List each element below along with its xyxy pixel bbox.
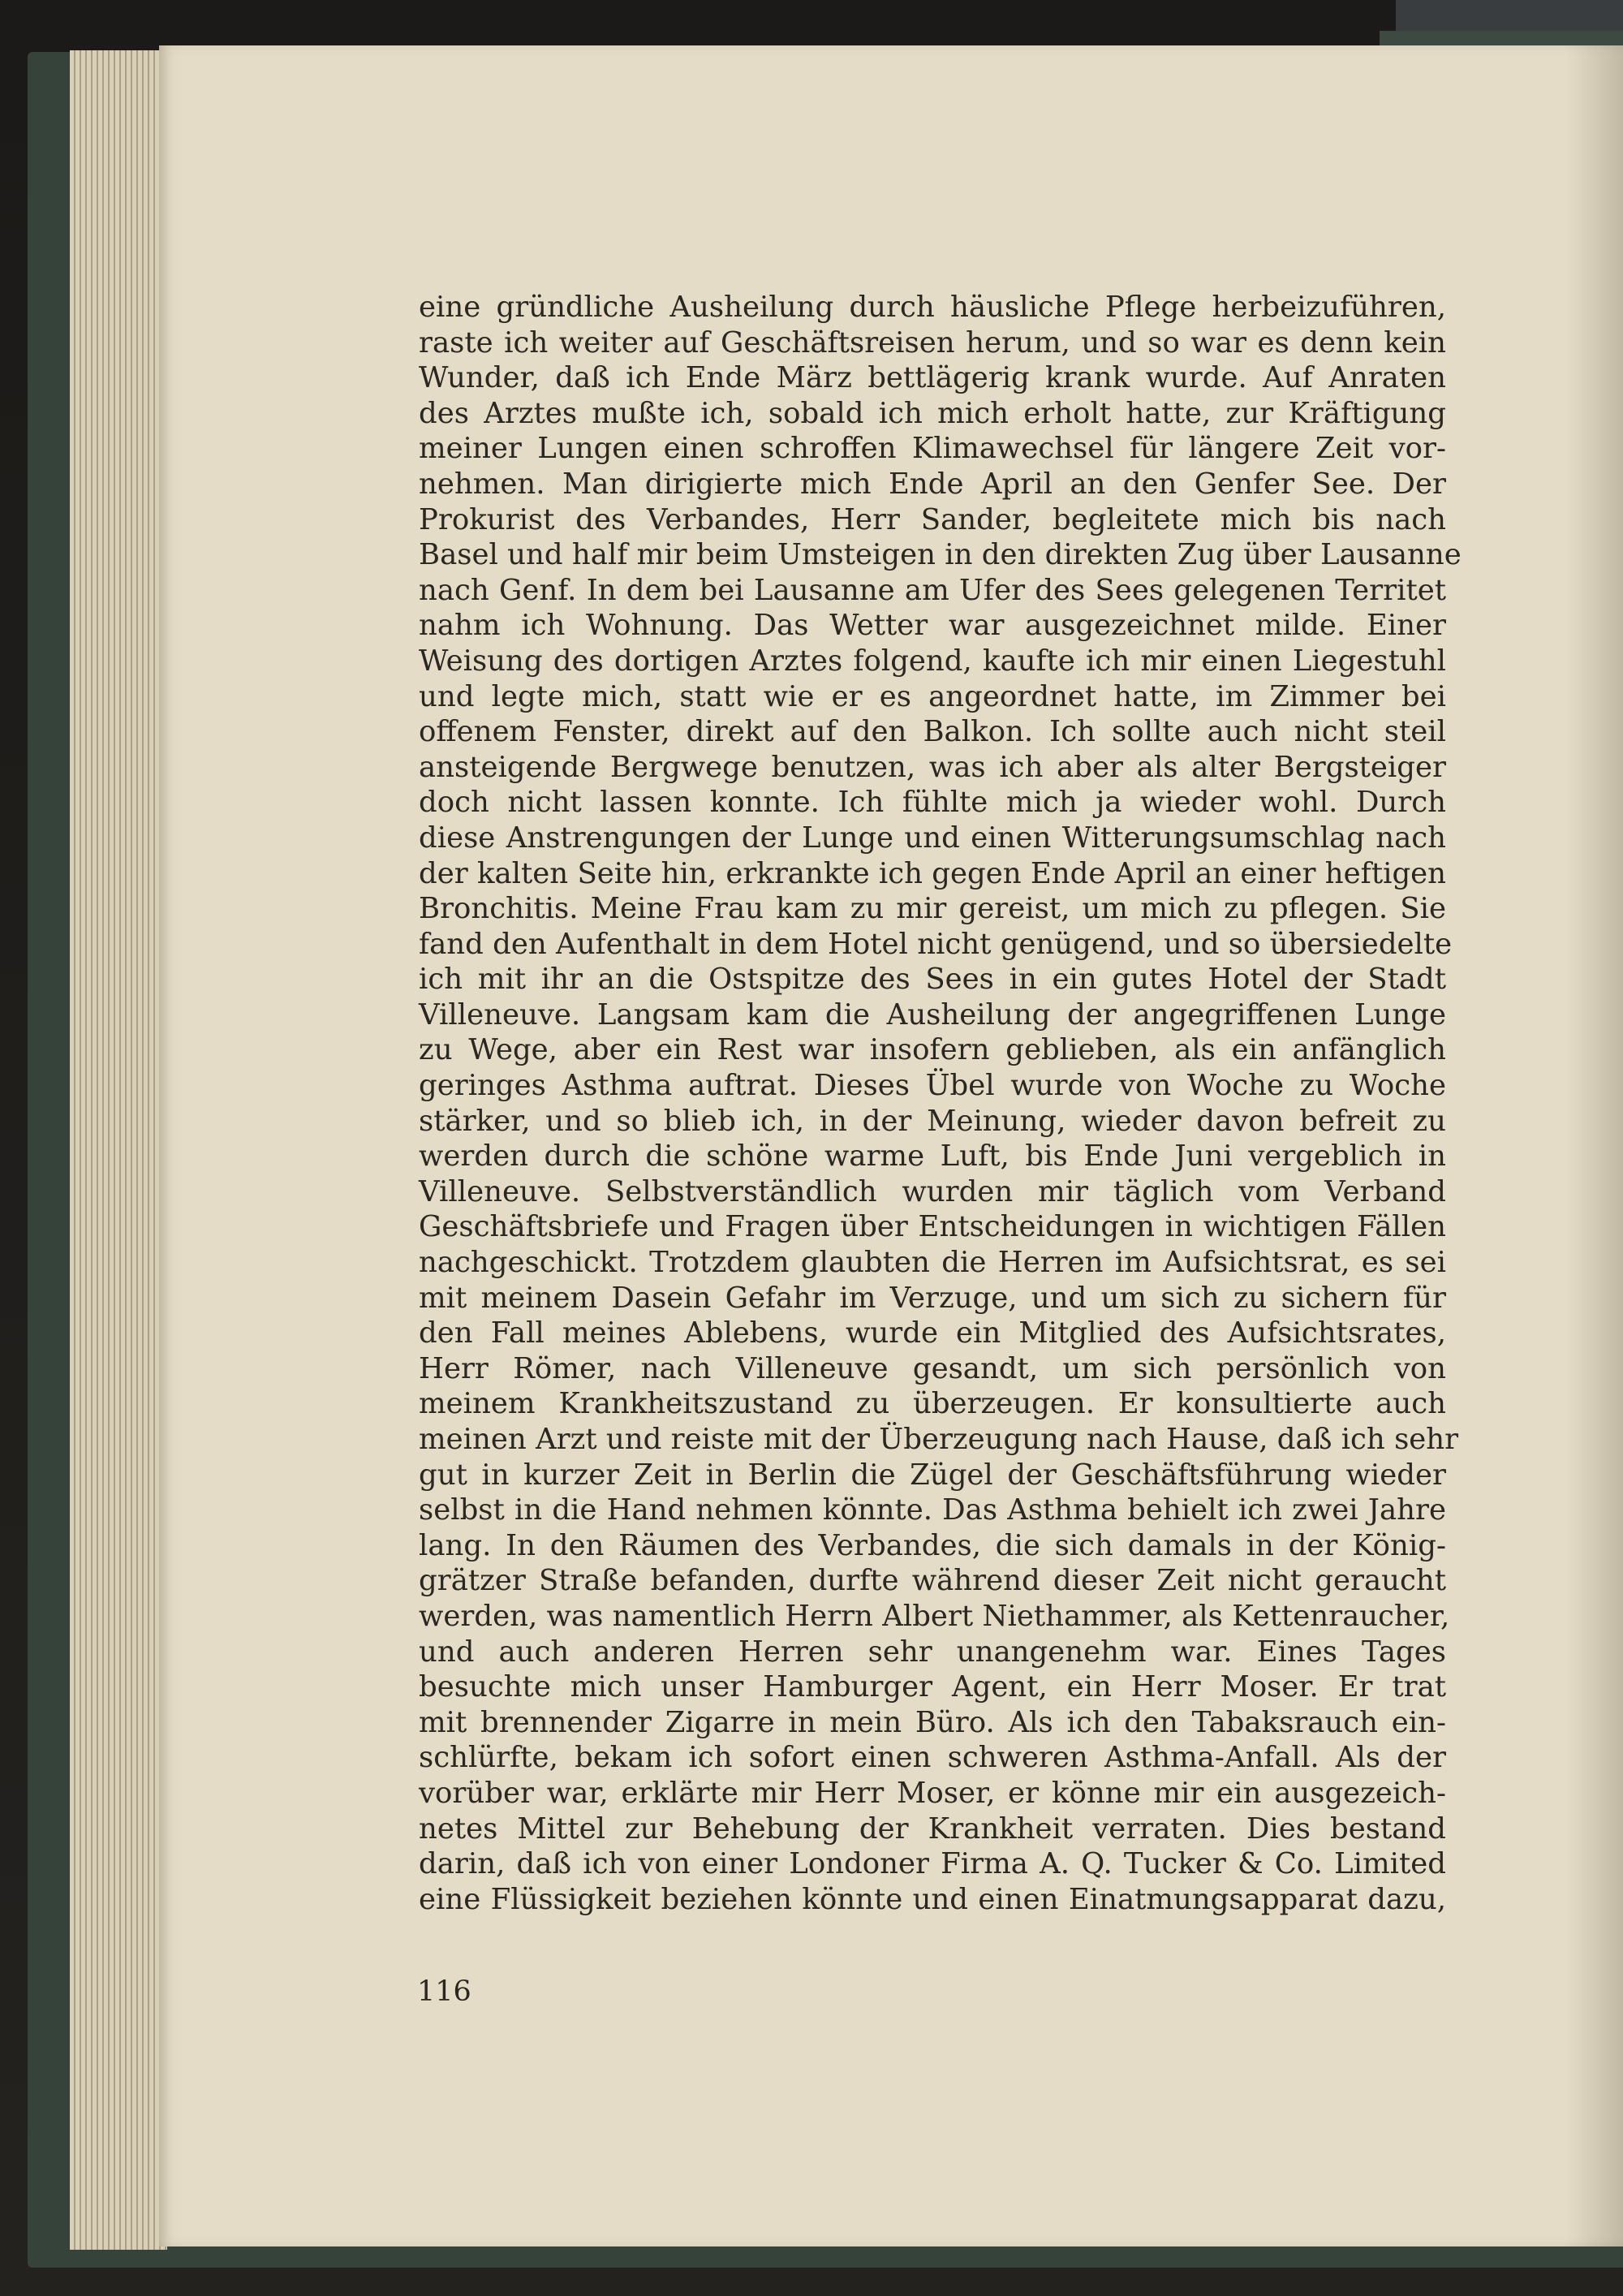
- text-line: doch nicht lassen konnte. Ich fühlte mich ja wieder wohl. Durch: [419, 786, 1446, 820]
- text-line: Basel und half mir beim Umsteigen in den direkten Zug über Lausanne: [419, 538, 1462, 572]
- text-line: des Arztes mußte ich, sobald ich mich erholt hatte, zur Kräftigung: [419, 396, 1446, 430]
- text-line: mit meinem Dasein Gefahr im Verzuge, und um sich zu sichern für: [419, 1281, 1446, 1315]
- text-line: Villeneuve. Selbstverständlich wurden mir täglich vom Verband: [419, 1174, 1446, 1208]
- text-line: den Fall meines Ablebens, wurde ein Mitglied des Aufsichtsrates,: [419, 1316, 1446, 1350]
- text-line: werden, was namentlich Herrn Albert Niethammer, als Kettenraucher,: [419, 1599, 1450, 1633]
- text-line: meiner Lungen einen schroffen Klimawechsel für längere Zeit vor-: [419, 432, 1446, 466]
- text-line: Wunder, daß ich Ende März bettlägerig krank wurde. Auf Anraten: [419, 361, 1446, 395]
- text-line: und auch anderen Herren sehr unangenehm war. Eines Tages: [419, 1635, 1446, 1669]
- text-line: fand den Aufenthalt in dem Hotel nicht genügend, und so übersiedelte: [419, 927, 1453, 961]
- text-line: diese Anstrengungen der Lunge und einen Witterungsumschlag nach: [419, 821, 1446, 855]
- scanner-corner-patch: [1396, 0, 1623, 34]
- text-line: nahm ich Wohnung. Das Wetter war ausgezeichnet milde. Einer: [419, 609, 1446, 643]
- text-line: grätzer Straße befanden, durfte während dieser Zeit nicht geraucht: [419, 1564, 1446, 1598]
- text-line: schlürfte, bekam ich sofort einen schweren Asthma-Anfall. Als der: [419, 1741, 1446, 1775]
- text-line: meinem Krankheitszustand zu überzeugen. Er konsultierte auch: [419, 1387, 1446, 1421]
- text-line: ansteigende Bergwege benutzen, was ich aber als alter Bergsteiger: [419, 750, 1446, 784]
- text-line: nach Genf. In dem bei Lausanne am Ufer des Sees gelegenen Territet: [419, 573, 1446, 607]
- text-line: nehmen. Man dirigierte mich Ende April an den Genfer See. Der: [419, 467, 1446, 501]
- page-number: 116: [417, 1975, 471, 2008]
- text-line: ich mit ihr an die Ostspitze des Sees in ein gutes Hotel der Stadt: [419, 963, 1446, 997]
- text-line: mit brennender Zigarre in mein Büro. Als ich den Tabaksrauch ein-: [419, 1705, 1446, 1739]
- text-line: Geschäftsbriefe und Fragen über Entscheidungen in wichtigen Fällen: [419, 1210, 1446, 1244]
- page-edges: [70, 50, 167, 2250]
- text-line: selbst in die Hand nehmen könnte. Das Asthma behielt ich zwei Jahre: [419, 1493, 1446, 1527]
- text-line: eine gründliche Ausheilung durch häusliche Pflege herbeizuführen,: [419, 291, 1446, 324]
- text-line: Weisung des dortigen Arztes folgend, kaufte ich mir einen Liegestuhl: [419, 644, 1446, 678]
- text-line: raste ich weiter auf Geschäftsreisen herum, und so war es denn kein: [419, 325, 1446, 360]
- text-line: Bronchitis. Meine Frau kam zu mir gereist, um mich zu pflegen. Sie: [419, 892, 1446, 926]
- text-line: meinen Arzt und reiste mit der Überzeugung nach Hause, daß ich sehr: [419, 1423, 1459, 1456]
- text-line: Villeneuve. Langsam kam die Ausheilung der angegriffenen Lunge: [419, 997, 1446, 1032]
- text-line: werden durch die schöne warme Luft, bis Ende Juni vergeblich in: [419, 1139, 1446, 1174]
- text-line: netes Mittel zur Behebung der Krankheit verraten. Dies bestand: [419, 1811, 1446, 1846]
- text-line: Prokurist des Verbandes, Herr Sander, begleitete mich bis nach: [419, 502, 1446, 536]
- text-line: und legte mich, statt wie er es angeordnet hatte, im Zimmer bei: [419, 679, 1446, 713]
- text-line: stärker, und so blieb ich, in der Meinung, wieder davon befreit zu: [419, 1104, 1446, 1138]
- text-line: nachgeschickt. Trotzdem glaubten die Herren im Aufsichtsrat, es sei: [419, 1246, 1446, 1280]
- text-line: der kalten Seite hin, erkrankte ich gegen Ende April an einer heftigen: [419, 856, 1447, 890]
- text-line: geringes Asthma auftrat. Dieses Übel wurde von Woche zu Woche: [419, 1069, 1446, 1103]
- text-line: offenem Fenster, direkt auf den Balkon. Ich sollte auch nicht steil: [419, 715, 1446, 749]
- text-line: gut in kurzer Zeit in Berlin die Zügel der Geschäftsführung wieder: [419, 1458, 1446, 1492]
- body-text: [419, 290, 1462, 1917]
- text-line: besuchte mich unser Hamburger Agent, ein Herr Moser. Er trat: [419, 1670, 1446, 1704]
- text-line: eine Flüssigkeit beziehen könnte und einen Einatmungsapparat dazu,: [419, 1882, 1446, 1916]
- text-line: Herr Römer, nach Villeneuve gesandt, um sich persönlich von: [419, 1351, 1446, 1385]
- text-line: darin, daß ich von einer Londoner Firma A. Q. Tucker & Co. Limited: [419, 1847, 1446, 1881]
- text-line: lang. In den Räumen des Verbandes, die sich damals in der König-: [419, 1528, 1446, 1562]
- text-line: zu Wege, aber ein Rest war insofern geblieben, als ein anfänglich: [419, 1033, 1446, 1067]
- text-line: vorüber war, erklärte mir Herr Moser, er könne mir ein ausgezeich-: [419, 1776, 1446, 1810]
- page-gutter-shadow: [1566, 45, 1623, 2246]
